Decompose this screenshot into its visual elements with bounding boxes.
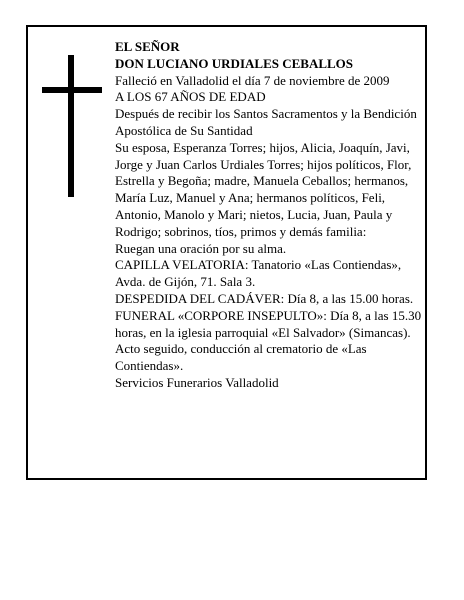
farewell-info: DESPEDIDA DEL CADÁVER: Día 8, a las 15.00 horas. <box>115 290 414 306</box>
prayer-line: Ruegan una oración por su alma. <box>115 240 287 256</box>
header-title: EL SEÑOR <box>115 39 180 54</box>
cross-icon <box>42 55 102 197</box>
sacraments-line: Después de recibir los Santos Sacramentos y la Bendición Apostólica de Su Santidad <box>115 106 417 138</box>
chapel-info: CAPILLA VELATORIA: Tanatorio «Las Contiendas», Avda. de Gijón, 71. Sala 3. <box>115 257 402 290</box>
funeral-info: FUNERAL «CORPORE INSEPULTO»: Día 8, a las 15.30 horas, en la iglesia parroquial «El Salvador» (Simancas). Acto seguido, conducción al crematorio de «Las Contiendas». <box>115 307 422 374</box>
obituary-notice <box>26 25 427 480</box>
age-line: A LOS 67 AÑOS DE EDAD <box>115 89 266 105</box>
obituary-text <box>115 39 425 392</box>
deceased-name: DON LUCIANO URDIALES CEBALLOS <box>115 55 354 71</box>
death-info: Falleció en Valladolid el día 7 de noviembre de 2009 <box>115 72 390 88</box>
family-list: Su esposa, Esperanza Torres; hijos, Alicia, Joaquín, Javi, Jorge y Juan Carlos Urdiales Torres; hijos políticos, Flor, Estrella y Begoña; madre, Manuela Ceballos; hermanos, María Luz, Manuel y Ana; hermanos políticos, Feli, Antonio, Manolo y Mari; nietos, Lucia, Juan, Paula y Rodrigo; sobrinos, tíos, primos y demás familia: <box>115 139 412 239</box>
services-provider: Servicios Funerarios Valladolid <box>115 374 279 390</box>
